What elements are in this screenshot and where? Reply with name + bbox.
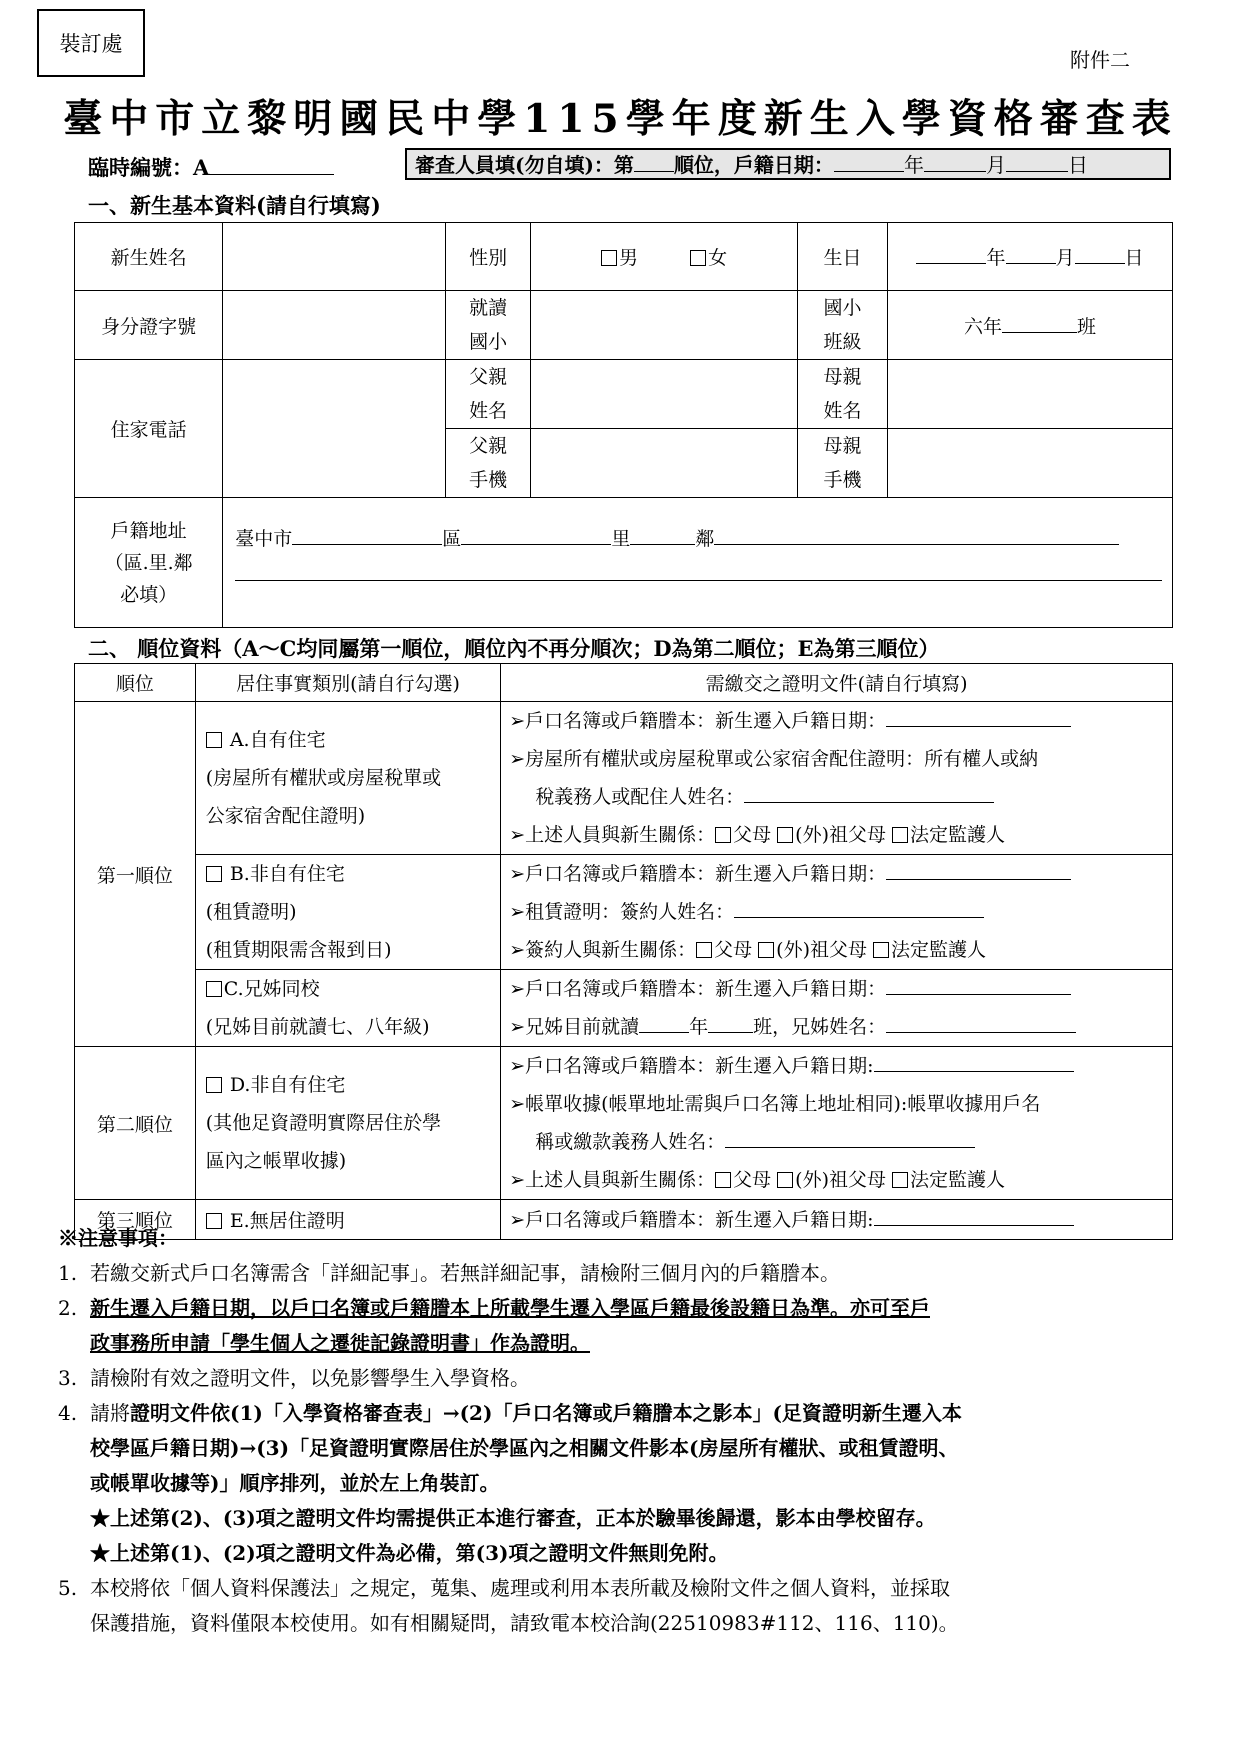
rel-parent-checkbox[interactable] — [715, 827, 731, 843]
d-rel-guardian-checkbox[interactable] — [892, 1172, 908, 1188]
father-mobile-input[interactable] — [531, 429, 798, 498]
mother-mobile-input[interactable] — [888, 429, 1173, 498]
priority-table — [74, 663, 1173, 1240]
page-title: 臺中市立黎明國民中學115學年度新生入學資格審查表 — [63, 96, 1178, 142]
reviewer-label: 審查人員填(勿自填)：第 — [415, 153, 634, 177]
notes-section — [58, 1221, 1188, 1641]
note-2: 2. 新生遷入戶籍日期，以戶口名簿或戶籍謄本上所載學生遷入學區戶籍最後設籍日為準。亦可至戶 政事務所申請「學生個人之遷徙記錄證明書」作為證明。 — [58, 1296, 930, 1355]
temp-number-label: 臨時編號：A — [88, 155, 210, 181]
elementary-school-input[interactable] — [531, 291, 798, 360]
female-checkbox[interactable]: 女 — [690, 247, 727, 269]
class-label: 國小 班級 — [798, 291, 888, 360]
type-e-docs: ➢戶口名簿或戶籍謄本：新生遷入戶籍日期: — [501, 1200, 1173, 1240]
type-a-docs: ➢戶口名簿或戶籍謄本：新生遷入戶籍日期： ➢房屋所有權狀或房屋稅單或公家宿舍配住證明：所有權人或納 稅義務人或配住人姓名： ➢上述人員與新生關係： 父母 (外)祖父母 法定監護人 — [501, 702, 1173, 855]
type-e-checkbox[interactable]: E.無居住證明 — [206, 1206, 500, 1233]
elementary-school-label: 就讀 國小 — [446, 291, 531, 360]
type-d-docs: ➢戶口名簿或戶籍謄本：新生遷入戶籍日期: ➢帳單收據(帳單地址需與戶口名簿上地址相同):帳單收據用戶名 稱或繳款義務人姓名： ➢上述人員與新生關係： 父母 (外)祖父母 法定監護人 — [501, 1047, 1173, 1200]
mother-name-label: 母親 姓名 — [798, 360, 888, 429]
mother-name-input[interactable] — [888, 360, 1173, 429]
male-checkbox[interactable]: 男 — [601, 247, 638, 269]
father-name-input[interactable] — [531, 360, 798, 429]
note-4: 4. 請將證明文件依(1)「入學資格審查表」→(2)「戶口名簿或戶籍謄本之影本」(足資證明新生遷入本 校學區戶籍日期)→(3)「足資證明實際居住於學區內之相關文件影本(房屋所有權狀、或租賃證明、 或帳單收據等)」順序排列，並於左上角裝訂。 ★上述第(2)、(3)項之證明文件均需提供正本進行審查，正本於驗畢後歸還，影本由學校留存。 ★上述第(1)、(2)項之證明文件為必備，第(3)項之證明文件無則免附。 — [58, 1401, 962, 1565]
note-3: 3. 請檢附有效之證明文件，以免影響學生入學資格。 — [58, 1366, 530, 1390]
reviewer-rank-label: 順位，戶籍日期： — [673, 153, 834, 177]
id-number-input[interactable] — [223, 291, 446, 360]
col-rank-header: 順位 — [75, 664, 196, 702]
rank3-label: 第三順位 — [75, 1200, 196, 1240]
rank1-label: 第一順位 — [75, 702, 196, 1047]
type-a-checkbox[interactable]: A.自有住宅 — [206, 721, 500, 759]
attachment-label: 附件二 — [1070, 48, 1130, 72]
rel-grandparent-checkbox[interactable] — [777, 827, 793, 843]
home-phone-label: 住家電話 — [75, 360, 223, 498]
home-phone-input[interactable] — [223, 360, 446, 498]
mother-mobile-label: 母親 手機 — [798, 429, 888, 498]
type-b-checkbox[interactable]: B.非自有住宅 — [206, 855, 500, 893]
type-b-cell: B.非自有住宅 (租賃證明) (租賃期限需含報到日) — [195, 855, 500, 970]
col-docs-header: 需繳交之證明文件(請自行填寫) — [501, 664, 1173, 702]
type-d-checkbox[interactable]: D.非自有住宅 — [206, 1066, 500, 1104]
class-input[interactable]: 六年 班 — [888, 291, 1173, 360]
d-rel-grandparent-checkbox[interactable] — [777, 1172, 793, 1188]
b-rel-parent-checkbox[interactable] — [696, 942, 712, 958]
address-label: 戶籍地址 （區.里.鄰 必填） — [75, 498, 223, 628]
type-c-docs: ➢戶口名簿或戶籍謄本：新生遷入戶籍日期： ➢兄姊目前就讀 年 班，兄姊姓名： — [501, 970, 1173, 1047]
section1-heading: 一、新生基本資料(請自行填寫) — [88, 193, 381, 218]
type-b-docs: ➢戶口名簿或戶籍謄本：新生遷入戶籍日期： ➢租賃證明：簽約人姓名： ➢簽約人與新生關係： 父母 (外)祖父母 法定監護人 — [501, 855, 1173, 970]
gender-label: 性別 — [446, 223, 531, 291]
temp-number-field[interactable] — [88, 152, 334, 182]
col-type-header: 居住事實類別(請自行勾選) — [195, 664, 500, 702]
father-name-label: 父親 姓名 — [446, 360, 531, 429]
reviewer-box: 審查人員填(勿自填)：第 順位，戶籍日期： 年 月 日 — [405, 148, 1171, 180]
student-name-label: 新生姓名 — [75, 223, 223, 291]
notes-heading: ※注意事項： — [58, 1226, 178, 1250]
rank2-label: 第二順位 — [75, 1047, 196, 1200]
b-rel-grandparent-checkbox[interactable] — [758, 942, 774, 958]
birthday-input[interactable]: 年 月 日 — [888, 223, 1173, 291]
type-c-cell: C.兄姊同校 (兄姊目前就讀七、八年級) — [195, 970, 500, 1047]
type-c-checkbox[interactable]: C.兄姊同校 — [206, 970, 500, 1008]
binding-area-box — [37, 9, 145, 77]
id-number-label: 身分證字號 — [75, 291, 223, 360]
section2-heading: 二、 順位資料（A～C均同屬第一順位，順位內不再分順次；D為第二順位；E為第三順位） — [88, 636, 940, 661]
b-rel-guardian-checkbox[interactable] — [873, 942, 889, 958]
student-name-input[interactable] — [223, 223, 446, 291]
binding-label: 裝訂處 — [59, 32, 123, 56]
type-a-cell: A.自有住宅 (房屋所有權狀或房屋稅單或 公家宿舍配住證明) — [195, 702, 500, 855]
type-d-cell: D.非自有住宅 (其他足資證明實際居住於學 區內之帳單收據) — [195, 1047, 500, 1200]
birthday-label: 生日 — [798, 223, 888, 291]
note-1: 1. 若繳交新式戶口名簿需含「詳細記事」。若無詳細記事，請檢附三個月內的戶籍謄本。 — [58, 1261, 840, 1285]
note-5: 5. 本校將依「個人資料保護法」之規定，蒐集、處理或利用本表所載及檢附文件之個人資料，並採取 保護措施，資料僅限本校使用。如有相關疑問，請致電本校洽詢(22510983#112、116、110)。 — [58, 1576, 959, 1635]
address-input[interactable]: 臺中市 區 里 鄰 — [223, 498, 1173, 628]
gender-options — [531, 223, 798, 291]
father-mobile-label: 父親 手機 — [446, 429, 531, 498]
d-rel-parent-checkbox[interactable] — [715, 1172, 731, 1188]
rel-guardian-checkbox[interactable] — [892, 827, 908, 843]
basic-info-table — [74, 222, 1173, 628]
